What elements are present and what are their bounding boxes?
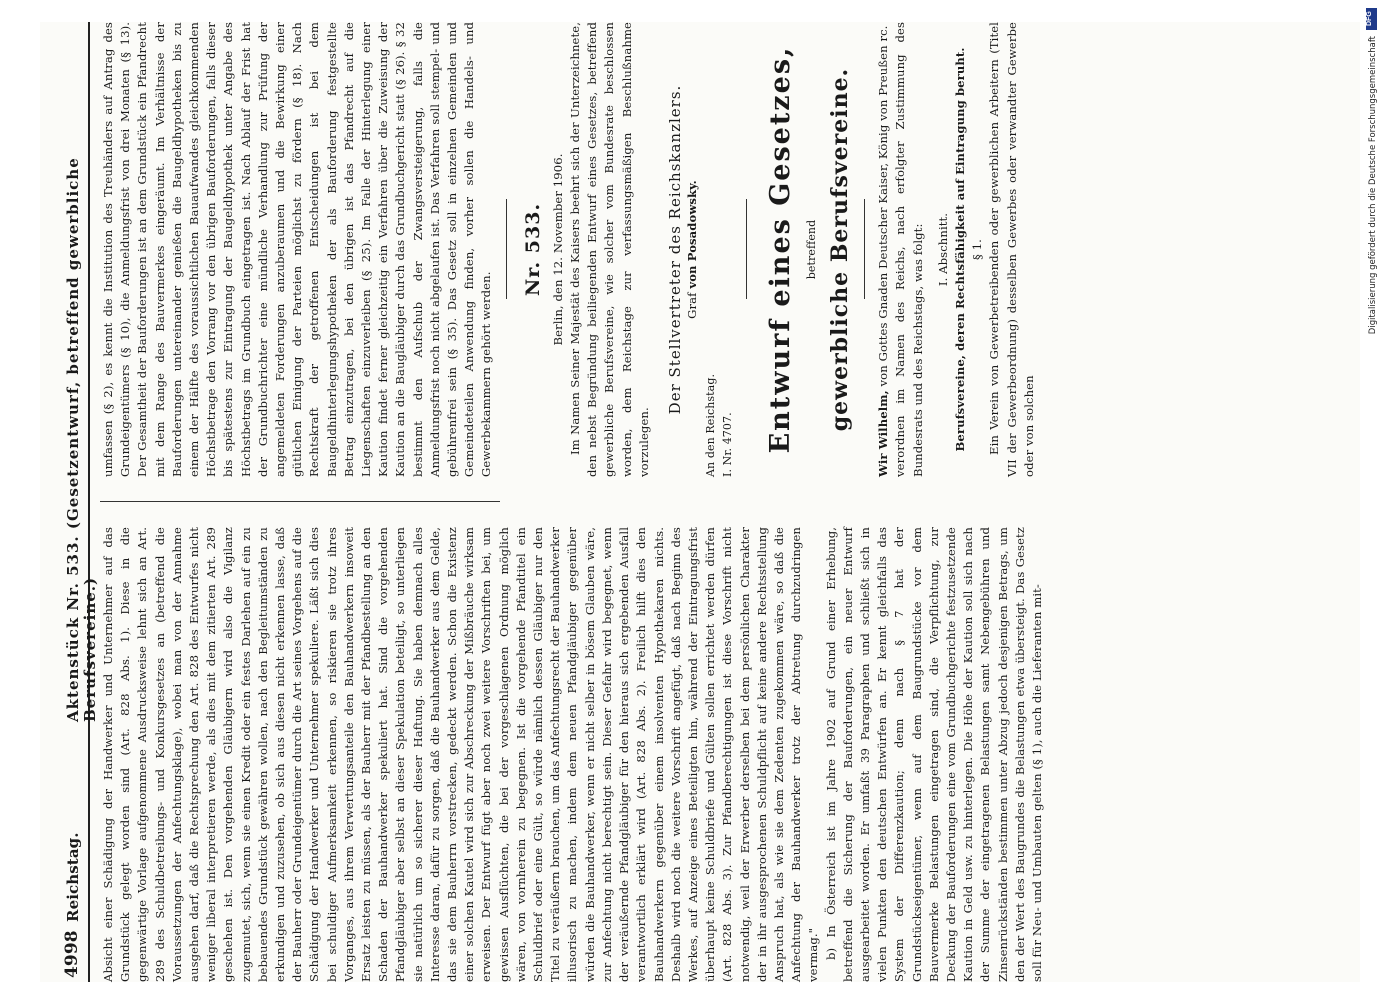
paragraph-number: § 1.: [970, 239, 985, 260]
publication-title: Reichstag.: [64, 832, 82, 922]
signature-title: Der Stellvertreter des Reichskanzlers.: [666, 84, 685, 415]
addressee: An den Reichstag.: [703, 373, 717, 477]
running-title: Aktenstück Nr. 533. (Gesetzentwurf, betreffend gewerbliche Berufsvereine.): [64, 157, 100, 722]
right-column: [100, 22, 1038, 477]
preamble: [875, 22, 892, 477]
draft-title: Entwurf eines Gesetzes,: [764, 45, 796, 454]
signature-prefix: Graf: [685, 288, 700, 319]
column-divider: [100, 501, 500, 502]
signature: [684, 22, 701, 477]
scanned-page: [40, 22, 1360, 982]
continuation-text: umfassen (§ 2), es kennt die Institution des Treuhänders auf Antrag des Grundeigentümers (§ 10), die Anmeldungsfrist von drei Monaten (§ 13). Der Gesamtheit der Bauforderungen ist an dem Grundstück ein Pfandrecht mit dem Range des Bauvermerkes eingeräumt. Im Verhältnisse der Bauforderungen untereinander genießen die Baugeldhypotheken bis zu einem der Hälfte des voraussichtlichen Bauaufwandes gleichkommenden Höchstbetrage den Vorrang vor den übrigen Bauforderungen, falls dieser bis spätestens zur Eintragung der Baugeldhypothek unter Angabe des Höchstbetrags im Grundbuch eingetragen ist. Nach Ablauf der Frist hat der Grundbuchrichter eine mündliche Verhandlung zur Prüfung der angemeldeten Forderungen anzuberaumen und die Bewirkung einer gütlichen Einigung der Parteien möglichst zu fördern (§ 18). Nach Rechtskraft der getroffenen Entscheidungen ist bei dem Baugeldhinterlegungshypotheken der als Bauforderung festgestellte Betrag einzutragen, bei den übrigen ist das Pfandrecht auf die Liegenschaften einzuverleiben (§ 25). Im Falle der Hinterlegung einer Kaution findet ferner gleichzeitig ein Verfahren über die Zuweisung der Kaution an die Baugläubiger durch das Grundbuchgericht statt (§ 26). § 32 bestimmt den Aufschub der Zwangsversteigerung, falls die Anmeldungsfrist noch nicht abgelaufen ist. Das Verfahren soll stempel- und gebührenfrei sein (§ 35). Das Gesetz soll in einzelnen Gemeinden und Gemeindeteilen Anwendung finden, vorher sollen die Handels- und Gewerbekammern gehört werden.: [101, 22, 494, 477]
dateline: Berlin, den 12. November 1906.: [550, 153, 565, 346]
left-paragraph: Absicht einer Schädigung der Handwerker und Unternehmer auf das Grundstück gelegt worden sind (Art. 828 Abs. 1). Diese in die gegenwärtige Vorlage aufgenommene Ausdrucksweise lehnt sich an Art. 289 des Schuldbetreibungs- und Konkursgesetzes an (betreffend die Voraussetzungen der Anfechtungsklage), wobei man von der Annahme ausgehen darf, daß die Rechtsprechung den Art. 828 des Entwurfes nicht weniger liberal interpretieren werde, als dies mit dem zitierten Art. 289 geschehen ist. Den vorgehenden Gläubigern wird also die Vigilanz zugemutet, sich, wenn sie einen Kredit oder ein festes Darlehen auf ein zu bebauendes Grundstück gewähren wollen, nach den Begleitumständen zu erkundigen und zuzusehen, ob sich aus diesen nicht erkennen lasse, daß der Bauherr oder Grundeigentümer durch die Art seines Vorgehens auf die Schädigung der Handwerker und Unternehmer spekuliere. Läßt sich dies bei schuldiger Aufmerksamkeit erkennen, so riskieren sie trotz ihres Vorganges, aus ihrem Verwertungsanteile den Bauhandwerkern insoweit Ersatz leisten zu müssen, als der Bauherr mit der Pfandbestellung an den Schaden der Bauhandwerker spekuliert hat. Sind die vorgehenden Pfandgläubiger aber selbst an dieser Spekulation beteiligt, so unterliegen sie natürlich um so sicherer dieser Haftung. Sie haben demnach alles Interesse daran, dafür zu sorgen, daß die Bauhandwerker aus dem Gelde, das sie dem Bauherrn vorstrecken, gedeckt werden. Schon die Existenz einer solchen Kautel wird sich zur Abschreckung der Mißbräuche wirksam erweisen. Der Entwurf fügt aber noch zwei weitere Vorschriften bei, um gewissen Ausflüchten, die bei der vorgeschlagenen Ordnung möglich wären, von vornherein zu begegnen. Ist die vorgehende Pfandtitel ein Schuldbrief oder eine Gült, so würde nämlich dessen Gläubiger nur den Titel zu veräußern brauchen, um das Anfechtungsrecht der Bauhandwerker illusorisch zu machen, indem dem neuen Pfandgläubiger gegenüber würden die Bauhandwerker, wenn er nicht selber in bösem Glauben wäre, zur Anfechtung nicht berechtigt sein. Dieser Gefahr wird begegnet, wenn der veräußernde Pfandgläubiger für den hieraus sich ergebenden Ausfall verantwortlich erklärt wird (Art. 828 Abs. 2). Freilich hilft dies den Bauhandwerkern gegenüber einem insolventen Hypothekaren nichts. Deshalb wird noch die weitere Vorschrift angefügt, daß nach Beginn des Werkes, auf Anzeige eines Beteiligten hin, während der Eintragungsfrist überhaupt keine Schuldbriefe und Gülten sollen errichtet werden dürfen (Art. 828 Abs. 3). Zur Pfandberechtigungen ist diese Vorschrift nicht notwendig, weil der Erwerber derselben bei dem persönlichen Charakter der in ihr ausgesprochenen Schuldpflicht auf keine andere Rechtsstellung Anspruch hat, als wie sie dem Zedenten zugekommen wäre, so daß die Anfechtung der Bauhandwerker trotz der Abtretung durchzudringen vermag.": [101, 527, 821, 982]
separator-rule: [746, 200, 747, 300]
dfg-logo: DFG: [1366, 8, 1377, 30]
preamble-rest: von Gottes Gnaden Deutscher Kaiser, König von Preußen rc.: [876, 25, 891, 391]
separator-rule: [506, 200, 507, 300]
section-title: Berufsvereine, deren Rechtsfähigkeit auf Eintragung beruht.: [952, 47, 967, 452]
preamble-name: Wir Wilhelm,: [876, 390, 891, 477]
signature-name: von Posadowsky.: [685, 180, 700, 289]
betreffend-label: betreffend: [804, 219, 818, 280]
page-header: [62, 22, 100, 982]
funding-note: Digitalisierung gefördert durch die Deutsche Forschungsgemeinschaft: [1368, 36, 1378, 335]
cover-letter: Im Namen Seiner Majestät des Kaisers beehrt sich der Unterzeichnete, den nebst Begründung beiliegenden Entwurf eines Gesetzes, betreffend gewerbliche Berufsvereine, wie solcher vom Bundesrate beschlossen worden, dem Reichstage zur verfassungsmäßigen Beschlußnahme vorzulegen.: [568, 22, 651, 477]
draft-subtitle: gewerbliche Berufsvereine.: [827, 67, 854, 432]
paragraph-text: Ein Verein von Gewerbetreibenden oder gewerblichen Arbeitern (Titel VII der Gewerbeordnung) desselben Gewerbes oder verwandter Gewerbe oder von solchen: [987, 22, 1036, 477]
left-column: [100, 527, 1046, 982]
section-heading: I. Abschnitt.: [935, 212, 950, 287]
reference-number: I. Nr. 4707.: [720, 412, 734, 477]
rotated-page: [60, 22, 1340, 982]
page-number: 4998: [62, 930, 82, 978]
preamble-decree: verordnen im Namen des Reichs, nach erfolgter Zustimmung des Bundesrats und des Reichstags, was folgt:: [893, 22, 925, 477]
left-paragraph: b) In Österreich ist im Jahre 1902 auf Grund einer Erhebung, betreffend die Sicherung der Bauforderungen, ein neuer Entwurf ausgearbeitet worden. Er umfaßt 39 Paragraphen und schließt sich in vielen Punkten den deutschen Entwürfen an. Er kennt gleichfalls das System der Differenzkaution; denn nach § 7 hat der Grundstückseigentümer, wenn auf dem Baugrundstücke vor dem Bauvermerke Belastungen eingetragen sind, die Verpflichtung, zur Deckung der Bauforderungen eine vom Grundbuchgerichte festzusetzende Kaution in Geld usw. zu hinterlegen. Die Höhe der Kaution soll sich nach der Summe der eingetragenen Belastungen samt Nebengebühren und Zinsenrückständen bestimmen unter Abzug jedoch desjenigen Betrags, um den der Wert des Baugrundes die Belastungen etwa übersteigt. Das Gesetz soll für Neu- und Umbauten gelten (§ 1), auch die Lieferanten mit-: [823, 527, 1044, 982]
separator-rule: [864, 200, 865, 300]
document-number: Nr. 533.: [521, 202, 544, 297]
